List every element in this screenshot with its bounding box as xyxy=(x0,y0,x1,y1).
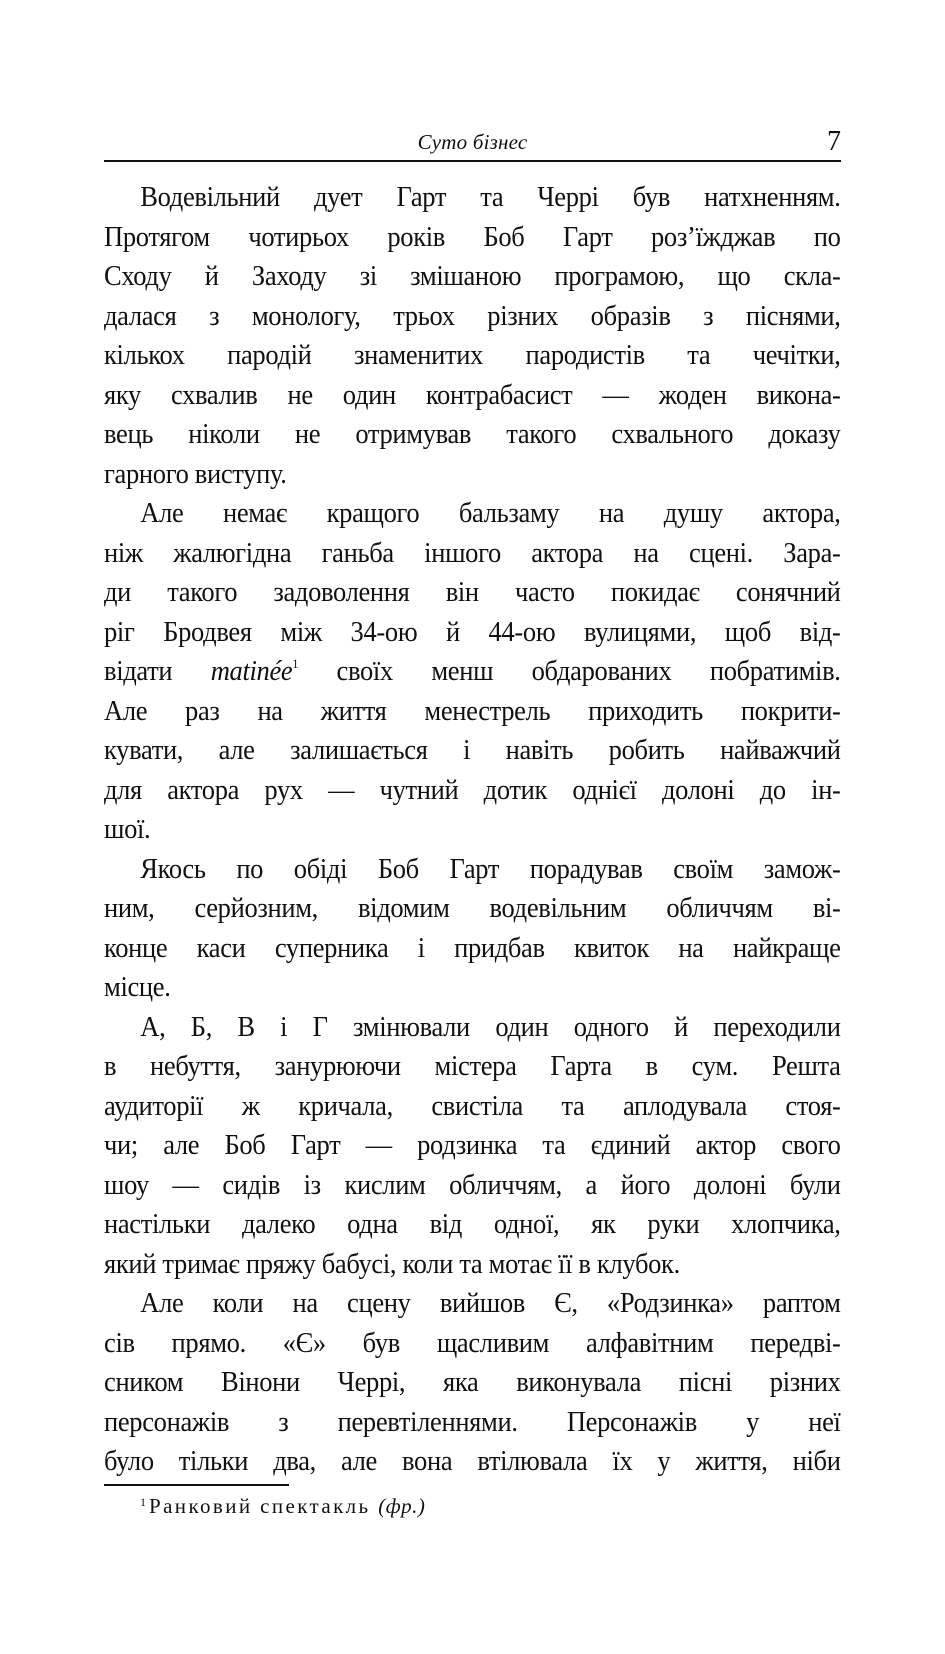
text-line: далася з монологу, трьох різних образів з піснями, xyxy=(104,300,841,332)
text-line: яку схвалив не один контрабасист — жоден викона- xyxy=(104,379,841,411)
paragraph xyxy=(104,1008,841,1285)
footnote xyxy=(140,1494,425,1519)
text-line: ним, серйозним, відомим водевільним обличчям ві- xyxy=(104,893,841,924)
paragraph xyxy=(104,850,841,1008)
text-line: кількох пародій знаменитих пародистів та чечітки, xyxy=(104,340,841,371)
text-line: сів прямо. «Є» був щасливим алфавітним передві- xyxy=(104,1327,841,1359)
text-line: гарного виступу. xyxy=(104,458,287,490)
text-line: відати matinée$^1$ своїх менш обдарованих побратимів. xyxy=(104,656,841,687)
running-title: Суто бізнес xyxy=(417,130,528,154)
text-line: який тримає пряжу бабусі, коли та мотає її в клубок. xyxy=(104,1248,680,1280)
paragraph xyxy=(104,494,841,850)
paragraph xyxy=(104,178,841,494)
text-line: в небуття, занурюючи містера Гарта в сум. Решта xyxy=(104,1051,841,1082)
footnote-divider xyxy=(104,1484,289,1486)
text-line: персонажів з перевтіленнями. Персонажів у неї xyxy=(104,1406,841,1438)
text-line: Але немає кращого бальзаму на душу актора, xyxy=(140,498,841,529)
body-text xyxy=(104,178,841,1482)
text-line: А, Б, В і Г змінювали один одного й переходили xyxy=(140,1011,841,1043)
text-line: для актора рух — чутний дотик однієї долоні до ін- xyxy=(104,774,841,806)
footnote-text: Ранковий спектакль xyxy=(149,1494,371,1518)
footnote-reference[interactable]: 1 xyxy=(292,656,299,671)
text-line: вець ніколи не отримував такого схвального доказу xyxy=(104,419,841,450)
footnote-marker: 1 xyxy=(140,1495,146,1509)
text-line: було тільки два, але вона втілювала їх у життя, ніби xyxy=(104,1446,841,1477)
text-line: ріг Бродвея між 34-ою й 44-ою вулицями, щоб від- xyxy=(104,616,841,648)
text-line: ди такого задоволення він часто покидає сонячний xyxy=(104,577,841,608)
text-line: Протягом чотирьох років Боб Гарт роз’їжджав по xyxy=(104,221,841,253)
foreign-term: matinée xyxy=(210,656,293,687)
text-line: конце каси суперника і придбав квиток на найкраще xyxy=(104,932,841,964)
text-line: настільки далеко одна від одної, як руки хлопчика, xyxy=(104,1209,841,1240)
text-line: Але раз на життя менестрель приходить покрити- xyxy=(104,695,841,727)
text-line: сником Вінони Черрі, яка виконувала пісні різних xyxy=(104,1367,841,1398)
text-line: ніж жалюгідна ганьба іншого актора на сцені. Зара- xyxy=(104,537,841,569)
text-line: місце. xyxy=(104,972,171,1003)
text-line: шоу — сидів із кислим обличчям, а його долоні були xyxy=(104,1169,841,1201)
book-page xyxy=(104,128,841,1482)
text-line: шої. xyxy=(104,814,151,845)
text-line: Водевільний дует Гарт та Черрі був натхненням. xyxy=(140,182,841,213)
text-line: Сходу й Заходу зі змішаною програмою, що скла- xyxy=(104,261,841,292)
text-line: аудиторії ж кричала, свистіла та аплодувала стоя- xyxy=(104,1090,841,1122)
page-number: 7 xyxy=(827,126,841,157)
text-line: кувати, але залишається і навіть робить найважчий xyxy=(104,735,841,766)
text-line: Якось по обіді Боб Гарт порадував своїм замож- xyxy=(140,853,841,885)
text-line: чи; але Боб Гарт — родзинка та єдиний актор свого xyxy=(104,1130,841,1161)
running-header xyxy=(104,128,841,162)
text-line: Але коли на сцену вийшов Є, «Родзинка» раптом xyxy=(140,1288,841,1319)
paragraph xyxy=(104,1284,841,1482)
footnote-language-abbr: (фр.) xyxy=(378,1494,426,1518)
